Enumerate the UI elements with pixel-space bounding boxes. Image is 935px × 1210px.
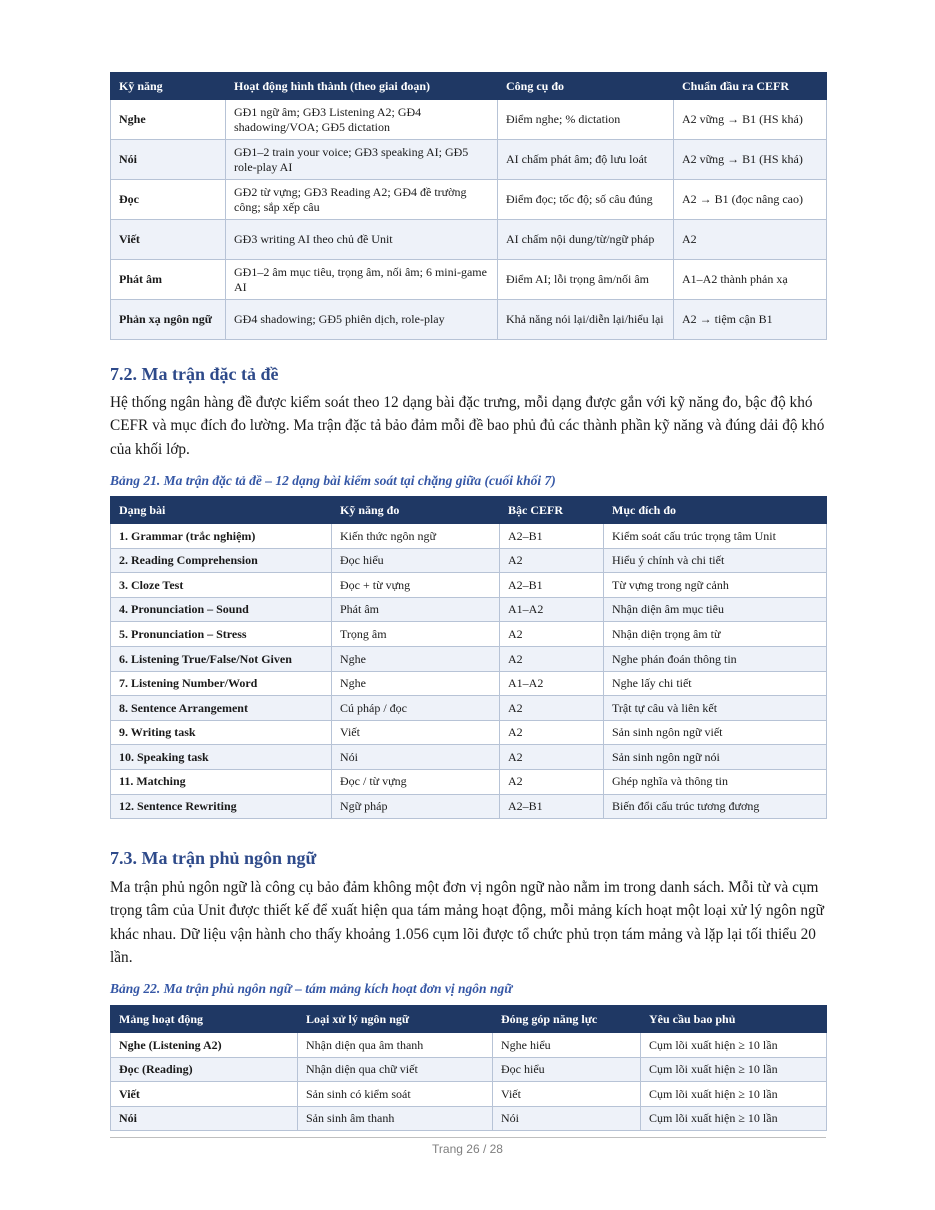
table-row xyxy=(111,1082,827,1107)
table-cell: GĐ1–2 âm mục tiêu, trọng âm, nối âm; 6 mini-game AI xyxy=(226,260,498,300)
table-row xyxy=(111,524,827,549)
table-row xyxy=(111,1106,827,1131)
table-cell: Trọng âm xyxy=(332,622,500,647)
table-cell: Ghép nghĩa và thông tin xyxy=(604,769,827,794)
table-cell: Viết xyxy=(332,720,500,745)
table-cell: Cụm lõi xuất hiện ≥ 10 lần xyxy=(641,1033,827,1058)
column-header: Kỹ năng xyxy=(111,73,226,100)
table-row xyxy=(111,300,827,340)
table-cell: Sản sinh ngôn ngữ viết xyxy=(604,720,827,745)
table-cell: Viết xyxy=(111,220,226,260)
table-cell: Nghe xyxy=(332,646,500,671)
table-cell: A2 xyxy=(674,220,827,260)
table-row xyxy=(111,720,827,745)
table-cell: A1–A2 xyxy=(500,597,604,622)
table-cell: A2 xyxy=(500,646,604,671)
section-paragraph: Ma trận phủ ngôn ngữ là công cụ bảo đảm không một đơn vị ngôn ngữ nào nằm im trong danh sách. Mỗi từ và cụm trọng tâm của Unit được thiết kế để xuất hiện qua tám mảng hoạt động, mỗi mảng kích hoạt một loại xử lý ngôn ngữ khác nhau. Dữ liệu vận hành cho thấy khoảng 1.056 cụm lõi được tổ chức phủ trọn tám mảng và lặp lại tối thiểu 20 lần. xyxy=(110,879,824,966)
table-cell: Kiểm soát cấu trúc trọng tâm Unit xyxy=(604,524,827,549)
table-cell: Nghe phán đoán thông tin xyxy=(604,646,827,671)
table-cell: Sản sinh ngôn ngữ nói xyxy=(604,745,827,770)
column-header: Dạng bài xyxy=(111,497,332,524)
table-cell: Viết xyxy=(111,1082,298,1107)
table-cell: A2 vững → B1 (HS khá) xyxy=(674,100,827,140)
table-cell: Hiểu ý chính và chi tiết xyxy=(604,548,827,573)
table-cell: Nhận diện âm mục tiêu xyxy=(604,597,827,622)
table-row xyxy=(111,769,827,794)
table-cell: Phát âm xyxy=(332,597,500,622)
table-row xyxy=(111,597,827,622)
table-cell: Trật tự câu và liên kết xyxy=(604,696,827,721)
table-row xyxy=(111,548,827,573)
table-cell: 2. Reading Comprehension xyxy=(111,548,332,573)
table-cell: Nghe xyxy=(332,671,500,696)
table-row xyxy=(111,140,827,180)
table-cell: Khả năng nói lại/diễn lại/hiểu lại xyxy=(498,300,674,340)
table-cell: Nhận diện qua âm thanh xyxy=(298,1033,493,1058)
table-row xyxy=(111,794,827,819)
table-cell: A1–A2 xyxy=(500,671,604,696)
table-cell: A1–A2 thành phản xạ xyxy=(674,260,827,300)
table-cell: 8. Sentence Arrangement xyxy=(111,696,332,721)
table-cell: Cú pháp / đọc xyxy=(332,696,500,721)
table-cell: Nói xyxy=(111,140,226,180)
spec-table xyxy=(110,496,827,819)
table-header-row xyxy=(111,1006,827,1033)
section-heading: 7.3. Ma trận phủ ngôn ngữ xyxy=(110,848,317,868)
column-header: Mục đích đo xyxy=(604,497,827,524)
table-cell: Cụm lõi xuất hiện ≥ 10 lần xyxy=(641,1057,827,1082)
table-caption: Bảng 21. Ma trận đặc tả đề – 12 dạng bài kiểm soát tại chặng giữa (cuối khối 7) xyxy=(110,473,556,488)
table-row xyxy=(111,671,827,696)
column-header: Đóng góp năng lực xyxy=(493,1006,641,1033)
table-cell: Phản xạ ngôn ngữ xyxy=(111,300,226,340)
table-cell: Đọc hiểu xyxy=(493,1057,641,1082)
table-cell: Phát âm xyxy=(111,260,226,300)
column-header: Kỹ năng đo xyxy=(332,497,500,524)
table-cell: Sản sinh âm thanh xyxy=(298,1106,493,1131)
table-cell: Viết xyxy=(493,1082,641,1107)
table-header-row xyxy=(111,497,827,524)
table-cell: A2–B1 xyxy=(500,794,604,819)
table-cell: Đọc / từ vựng xyxy=(332,769,500,794)
table-cell: Nhận diện qua chữ viết xyxy=(298,1057,493,1082)
table-cell: Nghe hiểu xyxy=(493,1033,641,1058)
table-cell: A2 xyxy=(500,622,604,647)
table-cell: 1. Grammar (trắc nghiệm) xyxy=(111,524,332,549)
column-header: Yêu cầu bao phủ xyxy=(641,1006,827,1033)
table-cell: 6. Listening True/False/Not Given xyxy=(111,646,332,671)
table-cell: Đọc + từ vựng xyxy=(332,573,500,598)
column-header: Hoạt động hình thành (theo giai đoạn) xyxy=(226,73,498,100)
table-cell: Nói xyxy=(111,1106,298,1131)
table-cell: Nói xyxy=(493,1106,641,1131)
section-paragraph: Hệ thống ngân hàng đề được kiểm soát theo 12 dạng bài đặc trưng, mỗi dạng được gắn với kỹ năng đo, bậc độ khó CEFR và mục đích đo lường. Ma trận đặc tả bảo đảm mỗi đề bao phủ đủ các thành phần kỹ năng và đúng dải độ khó của khối lớp. xyxy=(110,394,825,458)
column-header: Công cụ đo xyxy=(498,73,674,100)
table-cell: GĐ1 ngữ âm; GĐ3 Listening A2; GĐ4 shadowing/VOA; GĐ5 dictation xyxy=(226,100,498,140)
column-header: Loại xử lý ngôn ngữ xyxy=(298,1006,493,1033)
table-caption: Bảng 22. Ma trận phủ ngôn ngữ – tám mảng kích hoạt đơn vị ngôn ngữ xyxy=(110,981,513,996)
table-cell: 4. Pronunciation – Sound xyxy=(111,597,332,622)
table-cell: Ngữ pháp xyxy=(332,794,500,819)
table-cell: A2 xyxy=(500,769,604,794)
table-cell: Nói xyxy=(332,745,500,770)
table-cell: Kiến thức ngôn ngữ xyxy=(332,524,500,549)
table-row xyxy=(111,573,827,598)
table-cell: A2 → tiệm cận B1 xyxy=(674,300,827,340)
table-cell: 3. Cloze Test xyxy=(111,573,332,598)
table-cell: GĐ1–2 train your voice; GĐ3 speaking AI; GĐ5 role-play AI xyxy=(226,140,498,180)
page-number: Trang 26 / 28 xyxy=(432,1142,503,1156)
table-cell: AI chấm nội dung/từ/ngữ pháp xyxy=(498,220,674,260)
table-cell: A2 xyxy=(500,696,604,721)
table-row xyxy=(111,260,827,300)
table-cell: A2–B1 xyxy=(500,573,604,598)
table-cell: Cụm lõi xuất hiện ≥ 10 lần xyxy=(641,1082,827,1107)
table-cell: Đọc hiểu xyxy=(332,548,500,573)
table-cell: Điểm AI; lỗi trọng âm/nối âm xyxy=(498,260,674,300)
table-cell: A2 xyxy=(500,745,604,770)
table-cell: Đọc xyxy=(111,180,226,220)
table-cell: Nhận diện trọng âm từ xyxy=(604,622,827,647)
skills-table xyxy=(110,72,827,340)
table-cell: Nghe xyxy=(111,100,226,140)
table-row xyxy=(111,100,827,140)
section-heading: 7.2. Ma trận đặc tả đề xyxy=(110,364,279,384)
table-cell: Nghe lấy chi tiết xyxy=(604,671,827,696)
footer-divider xyxy=(110,1137,826,1138)
table-cell: 10. Speaking task xyxy=(111,745,332,770)
table-cell: Điểm nghe; % dictation xyxy=(498,100,674,140)
table-cell: Cụm lõi xuất hiện ≥ 10 lần xyxy=(641,1106,827,1131)
column-header: Chuẩn đầu ra CEFR xyxy=(674,73,827,100)
table-cell: GĐ2 từ vựng; GĐ3 Reading A2; GĐ4 đề trường công; sắp xếp câu xyxy=(226,180,498,220)
column-header: Bậc CEFR xyxy=(500,497,604,524)
table-row xyxy=(111,220,827,260)
table-cell: GĐ3 writing AI theo chủ đề Unit xyxy=(226,220,498,260)
table-row xyxy=(111,646,827,671)
table-row xyxy=(111,622,827,647)
table-cell: A2–B1 xyxy=(500,524,604,549)
table-cell: A2 vững → B1 (HS khá) xyxy=(674,140,827,180)
table-cell: GĐ4 shadowing; GĐ5 phiên dịch, role-play xyxy=(226,300,498,340)
table-cell: Sản sinh có kiểm soát xyxy=(298,1082,493,1107)
table-cell: Từ vựng trong ngữ cảnh xyxy=(604,573,827,598)
table-row xyxy=(111,1033,827,1058)
table-cell: 5. Pronunciation – Stress xyxy=(111,622,332,647)
table-cell: Đọc (Reading) xyxy=(111,1057,298,1082)
coverage-table xyxy=(110,1005,827,1131)
table-row xyxy=(111,696,827,721)
table-row xyxy=(111,745,827,770)
table-header-row xyxy=(111,73,827,100)
table-cell: 12. Sentence Rewriting xyxy=(111,794,332,819)
table-cell: Điểm đọc; tốc độ; số câu đúng xyxy=(498,180,674,220)
table-cell: A2 xyxy=(500,548,604,573)
table-cell: 11. Matching xyxy=(111,769,332,794)
table-cell: Nghe (Listening A2) xyxy=(111,1033,298,1058)
table-row xyxy=(111,180,827,220)
table-cell: A2 xyxy=(500,720,604,745)
table-cell: Biến đổi cấu trúc tương đương xyxy=(604,794,827,819)
table-cell: 9. Writing task xyxy=(111,720,332,745)
table-cell: A2 → B1 (đọc nâng cao) xyxy=(674,180,827,220)
column-header: Mảng hoạt động xyxy=(111,1006,298,1033)
table-cell: 7. Listening Number/Word xyxy=(111,671,332,696)
table-row xyxy=(111,1057,827,1082)
table-cell: AI chấm phát âm; độ lưu loát xyxy=(498,140,674,180)
